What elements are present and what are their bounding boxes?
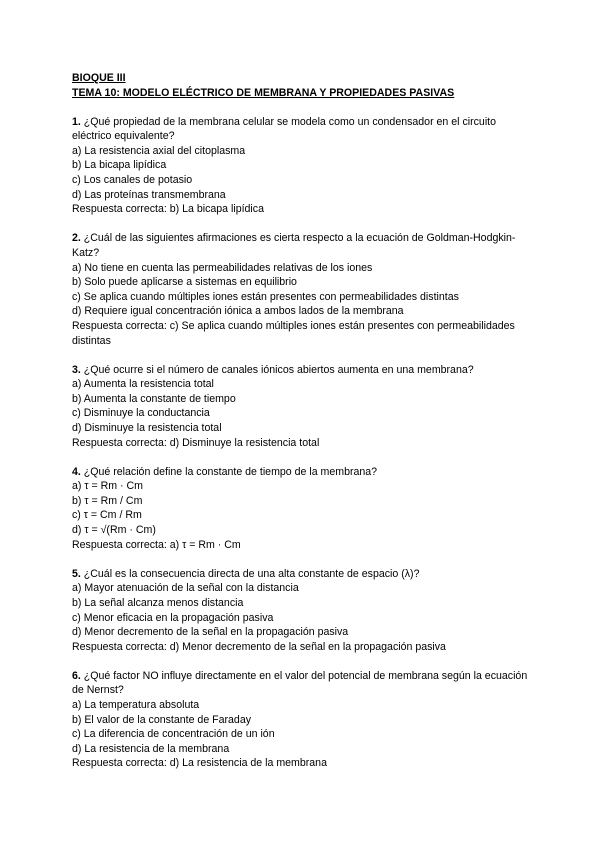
option-d: d) Las proteínas transmembrana [72,188,226,201]
question-1 [72,115,532,217]
document-page [72,71,532,771]
question-text: ¿Qué relación define la constante de tiempo de la membrana? [83,465,378,478]
option-d: d) La resistencia de la membrana [72,742,230,755]
question-number: 6. [72,669,81,682]
question-text: ¿Cuál es la consecuencia directa de una alta constante de espacio (λ)? [83,567,420,580]
option-c: c) Se aplica cuando múltiples iones están presentes con permeabilidades distintas [72,290,459,303]
correct-answer: Respuesta correcta: c) Se aplica cuando múltiples iones están presentes con permeabilidades distintas [72,319,515,347]
option-c: c) Los canales de potasio [72,174,193,187]
option-d: d) Disminuye la resistencia total [72,421,222,434]
option-d: d) τ = √(Rm · Cm) [72,524,156,537]
question-6 [72,669,532,771]
correct-answer: Respuesta correcta: d) Menor decremento de la señal en la propagación pasiva [72,640,446,653]
question-text: ¿Qué factor NO influye directamente en el valor del potencial de membrana según la ecuación de Nernst? [72,669,528,697]
correct-answer: Respuesta correcta: d) La resistencia de la membrana [72,757,327,770]
option-a: a) La resistencia axial del citoplasma [72,144,246,157]
correct-answer: Respuesta correcta: d) Disminuye la resistencia total [72,436,320,449]
question-3 [72,363,532,451]
option-d: d) Menor decremento de la señal en la propagación pasiva [72,626,349,639]
option-c: c) Disminuye la conductancia [72,407,210,420]
correct-answer: Respuesta correcta: b) La bicapa lipídica [72,203,264,216]
option-c: c) τ = Cm / Rm [72,509,142,522]
question-number: 5. [72,567,81,580]
option-a: a) Mayor atenuación de la señal con la distancia [72,582,299,595]
question-text: ¿Cuál de las siguientes afirmaciones es cierta respecto a la ecuación de Goldman-Hodgkin-Katz? [72,232,516,259]
option-b: b) La señal alcanza menos distancia [72,596,244,609]
question-stem [72,363,532,378]
question-stem [72,115,532,144]
option-b: b) Aumenta la constante de tiempo [72,392,236,405]
question-number: 3. [72,363,81,376]
option-a: a) τ = Rm · Cm [72,480,143,493]
question-stem [72,231,532,260]
question-stem [72,465,532,480]
option-b: b) La bicapa lipídica [72,159,167,172]
question-2 [72,231,532,348]
question-text: ¿Qué ocurre si el número de canales iónicos abiertos aumenta en una membrana? [83,363,474,376]
question-number: 4. [72,465,81,478]
option-b: b) El valor de la constante de Faraday [72,713,252,726]
question-4 [72,465,532,553]
option-c: c) La diferencia de concentración de un ión [72,728,275,741]
question-stem [72,669,532,698]
block-heading: BIOQUE III [72,72,126,84]
topic-heading: TEMA 10: MODELO ELÉCTRICO DE MEMBRANA Y PROPIEDADES PASIVAS [72,86,455,99]
question-5 [72,567,532,655]
option-c: c) Menor eficacia en la propagación pasiva [72,611,274,624]
option-d: d) Requiere igual concentración iónica a ambos lados de la membrana [72,305,404,318]
question-number: 1. [72,115,81,128]
option-a: a) La temperatura absoluta [72,698,200,711]
option-a: a) Aumenta la resistencia total [72,378,214,391]
option-b: b) τ = Rm / Cm [72,494,143,507]
question-stem [72,567,532,582]
question-number: 2. [72,232,81,245]
option-a: a) No tiene en cuenta las permeabilidades relativas de los iones [72,261,373,274]
question-text: ¿Qué propiedad de la membrana celular se modela como un condensador en el circuito eléctrico equivalente? [72,115,497,143]
option-b: b) Solo puede aplicarse a sistemas en equilibrio [72,276,297,289]
correct-answer: Respuesta correcta: a) τ = Rm · Cm [72,538,241,551]
